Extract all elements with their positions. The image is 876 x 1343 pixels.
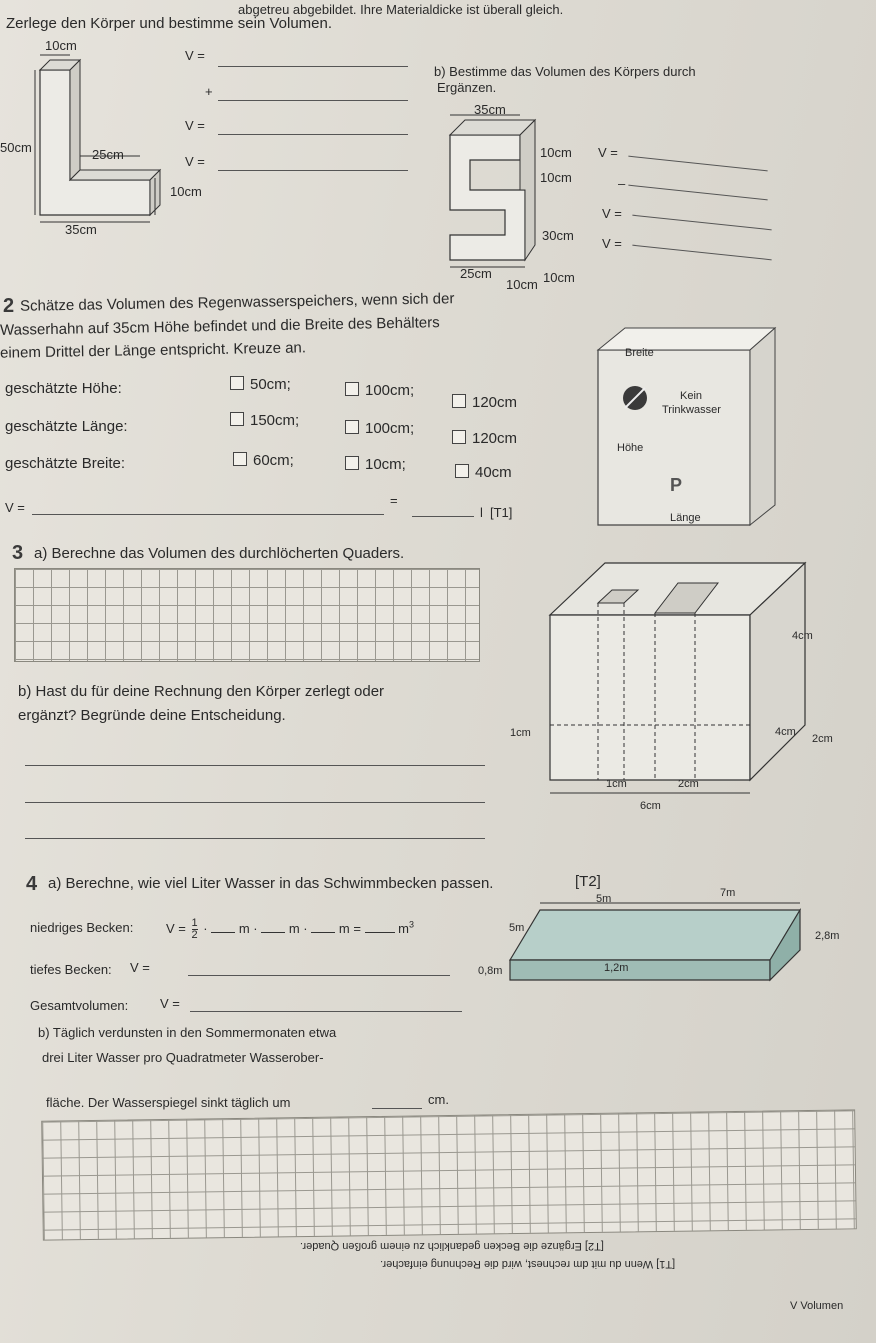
answer-line[interactable] (628, 185, 767, 201)
calculation-grid[interactable] (41, 1109, 857, 1240)
dim-cuboid-d1: 4cm (775, 726, 796, 738)
row-label-laenge: geschätzte Länge: (5, 418, 128, 435)
option-hoehe-2[interactable] (345, 382, 414, 399)
dim-cuboid-w1: 1cm (510, 727, 531, 739)
answer-line[interactable] (25, 838, 485, 839)
footer-hint-1: [T1] Wenn du mit dm rechnest, wird die Rechnung einfacher. (380, 1258, 676, 1270)
task1-intro: Zerlege den Körper und bestimme sein Volumen. (6, 15, 333, 32)
dim-cuboid-d2: 2cm (812, 733, 833, 745)
dim-s-bottom: 25cm (460, 266, 492, 281)
dim-cuboid-h: 4cm (792, 630, 813, 642)
checkbox[interactable] (452, 430, 466, 444)
answer-line[interactable] (25, 802, 485, 803)
pool-dim-d: 2,8m (815, 930, 840, 942)
task1-header-fragment: abgetreu abgebildet. Ihre Materialdicke ist überall gleich. (238, 2, 564, 17)
task4-b2: drei Liter Wasser pro Quadratmeter Wasserober- (42, 1050, 324, 1065)
dim-cuboid-b3: 6cm (640, 800, 661, 812)
option-breite-3[interactable] (455, 464, 512, 481)
tank-label-laenge: Länge (670, 512, 701, 524)
pool-dim-a: 5m (596, 893, 612, 905)
option-hoehe-3[interactable] (452, 394, 517, 411)
task1-b-prompt: b) Bestimme das Volumen des Körpers durch (434, 64, 696, 79)
answer-line[interactable] (218, 66, 408, 67)
fraction-denominator: 2 (191, 929, 198, 941)
checkbox[interactable] (233, 452, 247, 466)
dim-s-d1: 10cm (540, 145, 572, 160)
answer-line[interactable] (218, 170, 408, 171)
checkbox[interactable] (455, 464, 469, 478)
pool-dim-c: 5m (509, 922, 525, 934)
option-hoehe-1[interactable] (230, 376, 291, 393)
answer-line[interactable] (218, 100, 408, 101)
task2-text3: einem Drittel der Länge entspricht. Kreuze an. (0, 339, 307, 362)
option-laenge-3[interactable] (452, 430, 517, 447)
tief-label: tiefes Becken: (30, 962, 112, 977)
calculation-grid[interactable] (14, 568, 480, 662)
task2-tag: [T1] (490, 505, 513, 520)
answer-line[interactable] (372, 1108, 422, 1109)
option-label: 120cm (472, 394, 518, 411)
task1-b-line-3-label: V = (602, 206, 622, 221)
task1-a-line-3-label: V = (185, 118, 205, 133)
task4-b1: b) Täglich verdunsten in den Sommermonaten etwa (38, 1025, 337, 1040)
task2-number: 2 (3, 295, 15, 317)
niedrig-label: niedriges Becken: (30, 920, 134, 935)
task2-equals: = (390, 493, 398, 508)
task4-number: 4 (26, 873, 38, 895)
answer-line[interactable] (25, 765, 485, 766)
tank-label-trinkwasser: Trinkwasser (662, 404, 721, 416)
dim-s-d4: 10cm (543, 270, 575, 285)
option-label: 100cm; (365, 420, 415, 437)
gesamt-label: Gesamtvolumen: (30, 998, 129, 1013)
checkbox[interactable] (345, 420, 359, 434)
dim-l-bottom: 35cm (65, 222, 97, 237)
formula-v: V = (166, 920, 186, 936)
task3-b2: ergänzt? Begründe deine Entscheidung. (18, 707, 286, 724)
perforated-cuboid-figure (520, 555, 820, 815)
niedrig-formula: V = $\frac{1}{2}$ · $m \cdot m \cdot m = m^3$ (166, 917, 415, 941)
tank-label-kein: Kein (680, 390, 703, 402)
tank-logo: P (670, 475, 683, 495)
formula-unit: m (398, 920, 410, 936)
option-laenge-1[interactable] (230, 412, 299, 429)
tank-label-hoehe: Höhe (617, 442, 644, 454)
answer-line[interactable] (32, 514, 384, 515)
option-laenge-2[interactable] (345, 420, 414, 437)
task1-b-line-2-label: – (618, 176, 626, 191)
dim-s-d3: 30cm (542, 228, 574, 243)
task1-b-line-1-label: V = (598, 145, 618, 160)
task1-a-line-2-label: + (205, 84, 213, 99)
blank-1[interactable] (211, 932, 235, 933)
answer-line[interactable] (632, 215, 771, 231)
dim-l-top: 10cm (45, 38, 77, 53)
dim-s-bottom2: 10cm (506, 277, 538, 292)
task1-a-line-1-label: V = (185, 48, 205, 63)
task3-b1: b) Hast du für deine Rechnung den Körper zerlegt oder (18, 683, 385, 700)
task3-a: a) Berechne das Volumen des durchlöcherten Quaders. (34, 545, 405, 562)
blank-4[interactable] (365, 932, 395, 933)
task4-a-tag: [T2] (575, 873, 601, 890)
task4-b3: fläche. Der Wasserspiegel sinkt täglich um (46, 1095, 291, 1110)
checkbox[interactable] (345, 382, 359, 396)
checkbox[interactable] (230, 412, 244, 426)
option-label: 100cm; (365, 382, 415, 399)
answer-line[interactable] (218, 134, 408, 135)
answer-line[interactable] (628, 156, 767, 172)
swimming-pool-figure (500, 895, 830, 995)
checkbox[interactable] (345, 456, 359, 470)
row-label-breite: geschätzte Breite: (5, 455, 126, 472)
answer-line[interactable] (632, 245, 771, 261)
task4-b3-unit: cm. (428, 1092, 449, 1107)
answer-line[interactable] (412, 516, 474, 517)
option-label: 50cm; (250, 376, 291, 393)
row-label-hoehe: geschätzte Höhe: (5, 380, 122, 397)
dim-l-step: 10cm (170, 184, 202, 199)
dim-l-inner: 25cm (92, 147, 124, 162)
pool-dim-e: 0,8m (478, 965, 503, 977)
formula-m1: m · (238, 920, 258, 936)
gesamt-v: V = (160, 996, 180, 1011)
task2-text2: Wasserhahn auf 35cm Höhe befindet und die Breite des Behälters (0, 314, 440, 339)
blank-3[interactable] (311, 932, 335, 933)
task4-a: a) Berechne, wie viel Liter Wasser in das Schwimmbecken passen. (48, 875, 494, 892)
dim-l-left: 50cm (0, 140, 32, 155)
dim-cuboid-b1: 1cm (606, 778, 627, 790)
dim-s-top: 35cm (474, 102, 506, 117)
checkbox[interactable] (230, 376, 244, 390)
task1-b-prompt2: Ergänzen. (437, 80, 497, 95)
task2-result-label: V = (5, 500, 25, 515)
option-label: 120cm (472, 430, 518, 447)
blank-2[interactable] (261, 932, 285, 933)
s-shape-figure (440, 105, 590, 285)
pool-dim-f: 1,2m (604, 962, 629, 974)
fraction-numerator: 1 (191, 917, 198, 929)
rainwater-tank-figure (590, 320, 790, 540)
dim-cuboid-b2: 2cm (678, 778, 699, 790)
l-shape-figure (30, 50, 210, 240)
task3-number: 3 (12, 542, 24, 564)
chapter-label: V Volumen (790, 1300, 844, 1312)
checkbox[interactable] (452, 394, 466, 408)
task1-b-line-4-label: V = (602, 236, 622, 251)
formula-m2: m · (288, 920, 308, 936)
option-label: 40cm (475, 464, 512, 481)
task1-a-line-4-label: V = (185, 154, 205, 169)
answer-line[interactable] (188, 975, 450, 976)
option-breite-1[interactable] (233, 452, 294, 469)
pool-dim-b: 7m (720, 887, 736, 899)
answer-line[interactable] (190, 1011, 462, 1012)
task2-unit: l (480, 505, 483, 520)
task2-text1: Schätze das Volumen des Regenwasserspeichers, wenn sich der (19, 290, 455, 315)
tank-label-breite: Breite (625, 347, 654, 359)
formula-m3: m = (338, 920, 361, 936)
fraction-half (192, 918, 198, 941)
option-label: 10cm; (365, 456, 406, 473)
option-label: 150cm; (250, 412, 300, 429)
tief-v: V = (130, 960, 150, 975)
footer-hint-2: [T2] Ergänze die Becken gedanklich zu einem großen Quader. (300, 1240, 604, 1252)
dim-s-d2: 10cm (540, 170, 572, 185)
option-label: 60cm; (253, 452, 294, 469)
formula-sup: 3 (409, 919, 415, 930)
option-breite-2[interactable] (345, 456, 406, 473)
